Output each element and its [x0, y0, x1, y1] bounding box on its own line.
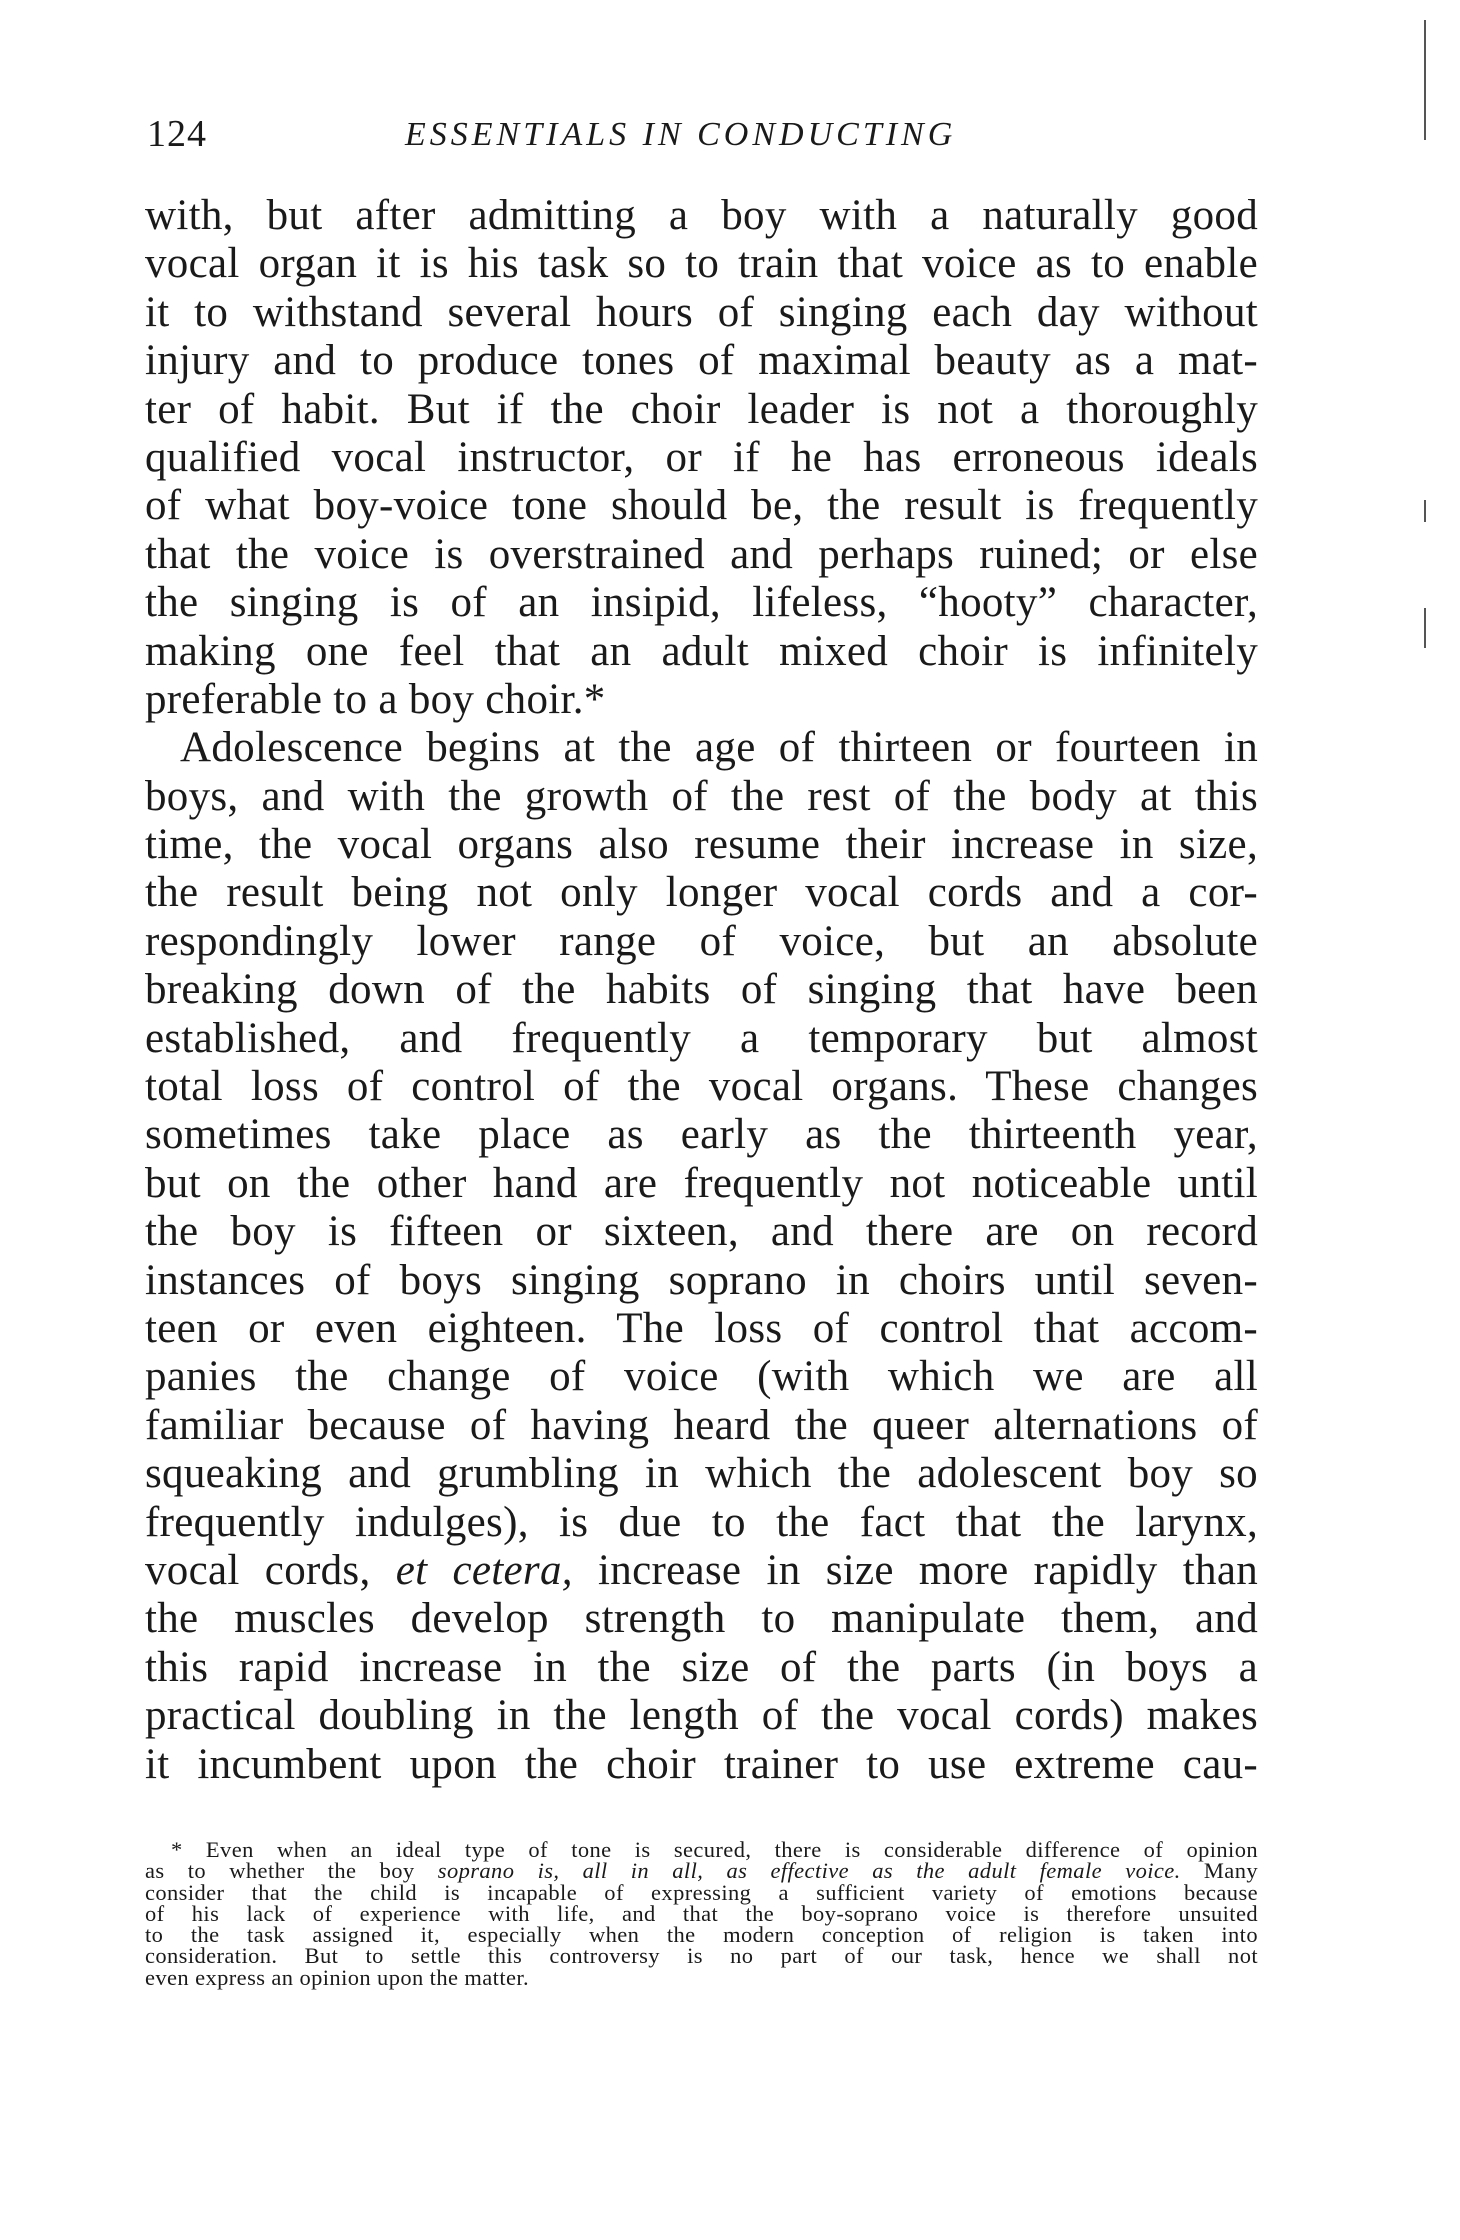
body-line: sometimes take place as early as the thirteenth year, [145, 1111, 1258, 1159]
body-line: time, the vocal organs also resume their increase in size, [145, 821, 1258, 869]
body-line: boys, and with the growth of the rest of the body at this [145, 772, 1258, 820]
body-line: with, but after admitting a boy with a naturally good [145, 192, 1258, 239]
body-line: practical doubling in the length of the vocal cords) makes [145, 1692, 1258, 1740]
footnote-line: even express an opinion upon the matter. [145, 1964, 530, 1990]
margin-scan-mark [1424, 500, 1426, 522]
body-line: the boy is fifteen or sixteen, and there are on record [145, 1208, 1258, 1256]
body-line: qualified vocal instructor, or if he has erroneous ideals [145, 433, 1258, 481]
body-line: Adolescence begins at the age of thirteen or fourteen in [180, 724, 1258, 772]
body-line-start: vocal cords, [145, 1546, 396, 1594]
footnote-line-end: Many [1180, 1858, 1258, 1884]
body-line: the singing is of an insipid, lifeless, “hooty” character, [145, 579, 1258, 627]
body-line: it to withstand several hours of singing each day without [145, 288, 1258, 336]
body-line: ter of habit. But if the choir leader is not a thoroughly [145, 385, 1258, 433]
body-line: established, and frequently a temporary but almost [145, 1014, 1258, 1062]
body-line [145, 1547, 1258, 1595]
body-line: panies the change of voice (with which we are all [145, 1353, 1258, 1401]
footnote-line [145, 1858, 1258, 1884]
body-line: vocal organ it is his task so to train that voice as to enable [145, 240, 1258, 288]
footnote-line: consideration. But to settle this controversy is no part of our task, hence we shall not [145, 1943, 1258, 1969]
footnote-line: consider that the child is incapable of expressing a sufficient variety of emotions because [145, 1879, 1258, 1905]
body-line: teen or even eighteen. The loss of control that accom- [145, 1304, 1258, 1352]
body-line: respondingly lower range of voice, but an absolute [145, 917, 1258, 965]
margin-scan-mark [1424, 608, 1426, 648]
body-line: but on the other hand are frequently not noticeable until [145, 1159, 1258, 1207]
body-line: familiar because of having heard the queer alternations of [145, 1401, 1258, 1449]
footnote [145, 1839, 1258, 1988]
body-line: making one feel that an adult mixed choir is infinitely [145, 627, 1258, 675]
body-line-end: increase in size more rapidly than [572, 1546, 1259, 1594]
margin-scan-mark [1424, 20, 1426, 140]
body-line: breaking down of the habits of singing that have been [145, 966, 1258, 1014]
body-line: it incumbent upon the choir trainer to use extreme cau- [145, 1740, 1258, 1788]
body-line: instances of boys singing soprano in choirs until seven- [145, 1256, 1258, 1304]
body-line: squeaking and grumbling in which the adolescent boy so [145, 1450, 1258, 1498]
footnote-line: to the task assigned it, especially when the modern conception of religion is taken into [145, 1922, 1258, 1948]
body-line: the muscles develop strength to manipulate them, and [145, 1595, 1258, 1643]
body-text [145, 192, 1258, 1789]
running-title: ESSENTIALS IN CONDUCTING [405, 116, 957, 153]
body-line: frequently indulges), is due to the fact that the larynx, [145, 1498, 1258, 1546]
footnote-line-start: as to whether the boy [145, 1858, 438, 1884]
body-line: this rapid increase in the size of the parts (in boys a [145, 1643, 1258, 1691]
footnote-line: * Even when an ideal type of tone is secured, there is considerable difference of opinion [171, 1837, 1258, 1862]
body-line: that the voice is overstrained and perhaps ruined; or else [145, 530, 1258, 578]
footnote-italic: soprano is, all in all, as effective as the adult female voice. [437, 1858, 1181, 1884]
body-line: the result being not only longer vocal cords and a cor- [145, 869, 1258, 917]
footnote-line: of his lack of experience with life, and that the boy-soprano voice is therefore unsuited [145, 1900, 1258, 1926]
body-line: of what boy-voice tone should be, the result is frequently [145, 482, 1258, 530]
body-line: injury and to produce tones of maximal beauty as a mat- [145, 337, 1258, 385]
body-line: total loss of control of the vocal organs. These changes [145, 1063, 1258, 1111]
italic-phrase: et cetera, [395, 1546, 573, 1594]
page-number: 124 [147, 113, 207, 155]
running-head [147, 112, 1257, 162]
body-line: preferable to a boy choir.* [145, 675, 606, 723]
